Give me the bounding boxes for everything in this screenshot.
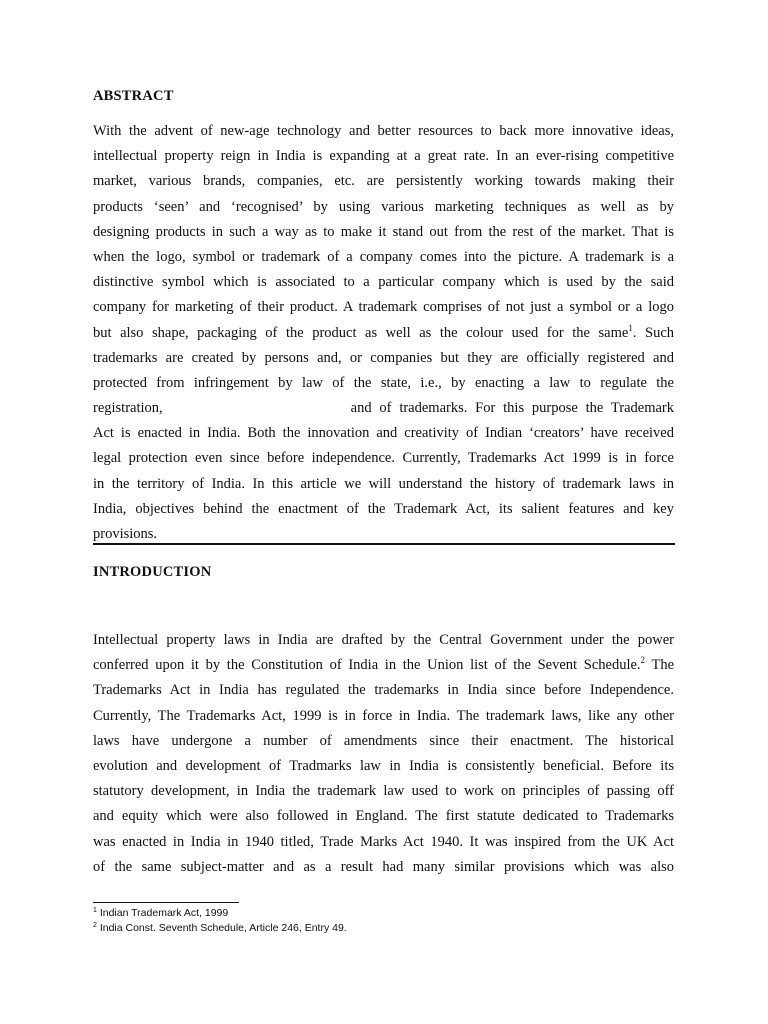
text-line: provisions. [93,526,158,542]
text-line [93,321,674,346]
text-segment: conferred upon it by the Constitution of India in the Union list of the Sevent Schedule. [93,657,641,674]
text-line: designing products in such a way as to make it stand out from the rest of the market. That is [93,223,674,240]
text-line: company for marketing of their product. A trademark comprises of not just a symbol or a logo [93,299,674,316]
footnote-2 [93,922,347,935]
text-segment: . Such [632,324,675,341]
text-line: Currently, The Trademarks Act, 1999 is in force in India. The trademark laws, like any other [93,707,674,724]
text-segment: and of trademarks. For this purpose the Trademark [350,400,674,417]
abstract-heading: ABSTRACT [93,88,174,104]
footnote-number: 1 [93,907,97,914]
text-line: India, objectives behind the enactment of the Trademark Act, its salient features and key [93,500,674,517]
text-line: Act is enacted in India. Both the innovation and creativity of Indian ‘creators’ have received [93,425,674,442]
text-line: trademarks are created by persons and, or companies but they are officially registered and [93,349,674,366]
text-line [93,396,674,421]
footnote-1 [93,907,228,920]
text-line: evolution and development of Tradmarks law in India is consistently beneficial. Before its [93,757,674,774]
text-line: products ‘seen’ and ‘recognised’ by using various marketing techniques as well as by [93,198,674,215]
section-divider [93,543,675,545]
text-line: distinctive symbol which is associated to a particular company which is used by the said [93,274,674,291]
text-line: protected from infringement by law of the state, i.e., by enacting a law to regulate the [93,374,674,391]
text-line: intellectual property reign in India is expanding at a great rate. In an ever-rising competitive [93,148,674,165]
text-segment: but also shape, packaging of the product as well as the colour used for the same [93,324,629,341]
text-line: and equity which were also followed in England. The first statute dedicated to Trademarks [93,808,674,825]
footnote-divider [93,902,239,903]
footnote-text: India Const. Seventh Schedule, Article 246, Entry 49. [96,922,347,934]
text-segment: registration, [93,400,163,417]
text-line: of the same subject-matter and as a result had many similar provisions which was also [93,858,674,875]
text-line [93,653,674,678]
text-line: laws have undergone a number of amendments since their enactment. The historical [93,732,674,749]
text-segment: The [645,657,675,674]
introduction-heading: INTRODUCTION [93,564,212,580]
text-line: when the logo, symbol or trademark of a company comes into the picture. A trademark is a [93,248,674,265]
text-line: legal protection even since before independence. Currently, Trademarks Act 1999 is in force [93,450,674,467]
text-line: in the territory of India. In this article we will understand the history of trademark laws in [93,475,674,492]
footnote-text: Indian Trademark Act, 1999 [96,907,229,919]
text-line: statutory development, in India the trademark law used to work on principles of passing off [93,783,674,800]
text-line: Trademarks Act in India has regulated the trademarks in India since before Independence. [93,682,674,699]
text-line: market, various brands, companies, etc. are persistently working towards making their [93,173,674,190]
introduction-paragraph [93,628,674,880]
text-line: With the advent of new-age technology and better resources to back more innovative ideas, [93,123,674,139]
text-line: was enacted in India in 1940 titled, Trade Marks Act 1940. It was inspired from the UK Act [93,833,674,850]
footnote-ref-1: 1 [628,322,633,333]
text-line: Intellectual property laws in India are drafted by the Central Government under the power [93,632,674,648]
footnote-ref-2: 2 [640,655,646,666]
abstract-paragraph [93,119,674,547]
footnote-number: 2 [93,922,97,929]
